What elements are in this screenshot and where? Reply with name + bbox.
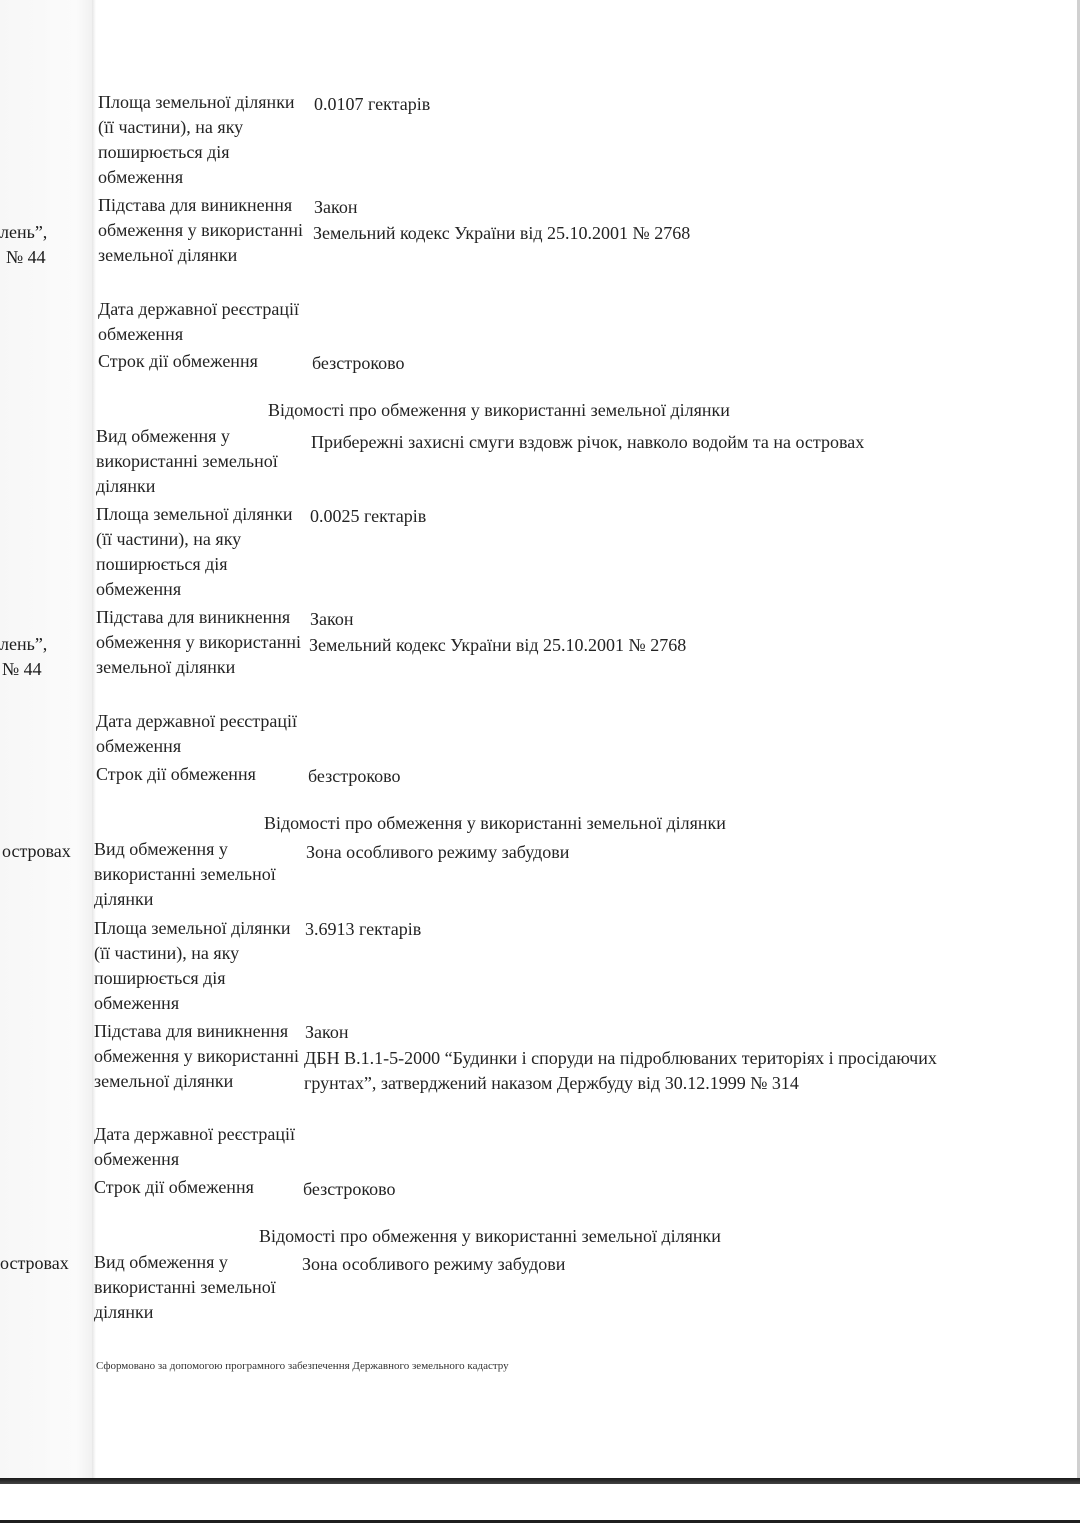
value-type: Зона особливого режиму забудови	[302, 1254, 566, 1274]
value-term: безстроково	[303, 1179, 396, 1199]
label-term: Строк дії обмеження	[94, 1177, 254, 1197]
value-basis-doc: Земельний кодекс України від 25.10.2001 № 2768	[309, 635, 687, 655]
left-fragment: островах	[0, 1253, 69, 1273]
value-term: безстроково	[308, 766, 401, 786]
left-fragment: № 44	[6, 247, 46, 267]
value-type: Прибережні захисні смуги вздовж річок, навколо водойм та на островах	[311, 432, 865, 452]
value-area: 3.6913 гектарів	[305, 919, 422, 939]
label-term: Строк дії обмеження	[98, 351, 258, 371]
label-reg-date: Дата державної реєстрації обмеження	[98, 299, 299, 344]
scan-bottom-shadow	[0, 1478, 1080, 1484]
label-type: Вид обмеження у використанні земельної ділянки	[94, 839, 276, 909]
value-basis-doc: Земельний кодекс України від 25.10.2001 № 2768	[313, 223, 691, 243]
label-basis: Підстава для виникнення обмеження у використанні земельної ділянки	[96, 607, 302, 677]
left-fragment: островах	[2, 841, 71, 861]
label-basis: Підстава для виникнення обмеження у використанні земельної ділянки	[98, 195, 304, 265]
section-heading: Відомості про обмеження у використанні земельної ділянки	[264, 813, 726, 833]
label-reg-date: Дата державної реєстрації обмеження	[94, 1124, 295, 1169]
section-heading: Відомості про обмеження у використанні земельної ділянки	[268, 400, 730, 420]
footer-note: Сформовано за допомогою програмного забезпечення Державного земельного кадастру	[96, 1360, 509, 1372]
value-term: безстроково	[312, 353, 405, 373]
label-type: Вид обмеження у використанні земельної ділянки	[96, 426, 278, 496]
label-area: Площа земельної ділянки (її частини), на яку поширюється дія обмеження	[94, 918, 291, 1013]
value-basis-doc: ДБН В.1.1-5-2000 “Будинки і споруди на підроблюваних територіях і просідаючих грунтах”, затверджений наказом Держбуду від 30.12.1999 № 314	[304, 1048, 937, 1093]
value-area: 0.0025 гектарів	[310, 506, 427, 526]
section-heading: Відомості про обмеження у використанні земельної ділянки	[259, 1226, 721, 1246]
label-area: Площа земельної ділянки (її частини), на яку поширюється дія обмеження	[96, 504, 293, 599]
scan-bottom-line	[0, 1520, 1080, 1523]
left-fragment: № 44	[2, 659, 42, 679]
value-basis-law: Закон	[310, 609, 354, 629]
label-term: Строк дії обмеження	[96, 764, 256, 784]
value-basis-law: Закон	[314, 197, 358, 217]
value-basis-law: Закон	[305, 1022, 349, 1042]
label-area: Площа земельної ділянки (її частини), на яку поширюється дія обмеження	[98, 92, 295, 187]
left-fragment: лень”,	[0, 222, 48, 242]
value-area: 0.0107 гектарів	[314, 94, 431, 114]
label-basis: Підстава для виникнення обмеження у використанні земельної ділянки	[94, 1021, 300, 1091]
value-type: Зона особливого режиму забудови	[306, 842, 570, 862]
left-fragment: лень”,	[0, 634, 48, 654]
label-reg-date: Дата державної реєстрації обмеження	[96, 711, 297, 756]
label-type: Вид обмеження у використанні земельної ділянки	[94, 1252, 276, 1322]
